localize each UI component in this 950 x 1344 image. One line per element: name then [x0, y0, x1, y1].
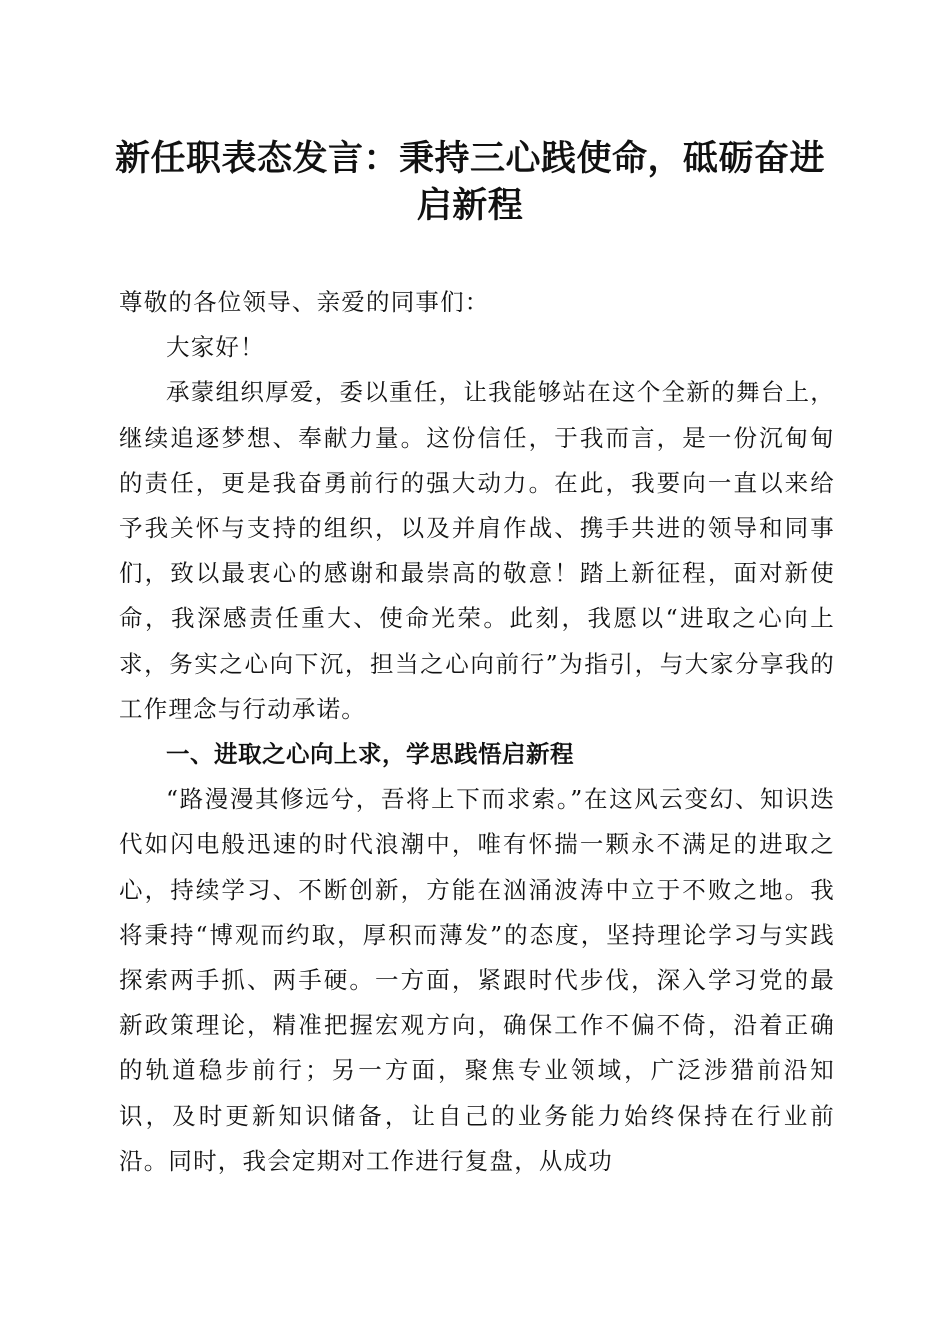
document-body: [119, 280, 835, 1184]
section-heading-1: 一、进取之心向上求，学思践悟启新程: [166, 740, 574, 769]
salutation: 尊敬的各位领导、亲爱的同事们：: [119, 288, 490, 316]
document-title: 新任职表态发言：秉持三心践使命，砥砺奋进启新程: [114, 138, 825, 226]
greeting: 大家好！: [166, 333, 265, 362]
body-paragraph-2: “路漫漫其修远兮，吾将上下而求索。”在这风云变幻、知识迭代如闪电般迅速的时代浪潮中，唯有怀揣一颗永不满足的进取之心，持续学习、不断创新，方能在汹涌波涛中立于不败之地。我将秉持“博观而约取，厚积而薄发”的态度，坚持理论学习与实践探索两手抓、两手硬。一方面，紧跟时代步伐，深入学习党的最新政策理论，精准把握宏观方向，确保工作不偏不倚，沿着正确的轨道稳步前行；另一方面，聚焦专业领域，广泛涉猎前沿知识，及时更新知识储备，让自己的业务能力始终保持在行业前沿。同时，我会定期对工作进行复盘，从成功: [119, 785, 835, 1175]
body-paragraph-1: 承蒙组织厚爱，委以重任，让我能够站在这个全新的舞台上，继续追逐梦想、奉献力量。这份信任，于我而言，是一份沉甸甸的责任，更是我奋勇前行的强大动力。在此，我要向一直以来给予我关怀与支持的组织，以及并肩作战、携手共进的领导和同事们，致以最衷心的感谢和最崇高的敬意！踏上新征程，面对新使命，我深感责任重大、使命光荣。此刻，我愿以“进取之心向上求，务实之心向下沉，担当之心向前行”为指引，与大家分享我的工作理念与行动承诺。: [119, 378, 835, 723]
